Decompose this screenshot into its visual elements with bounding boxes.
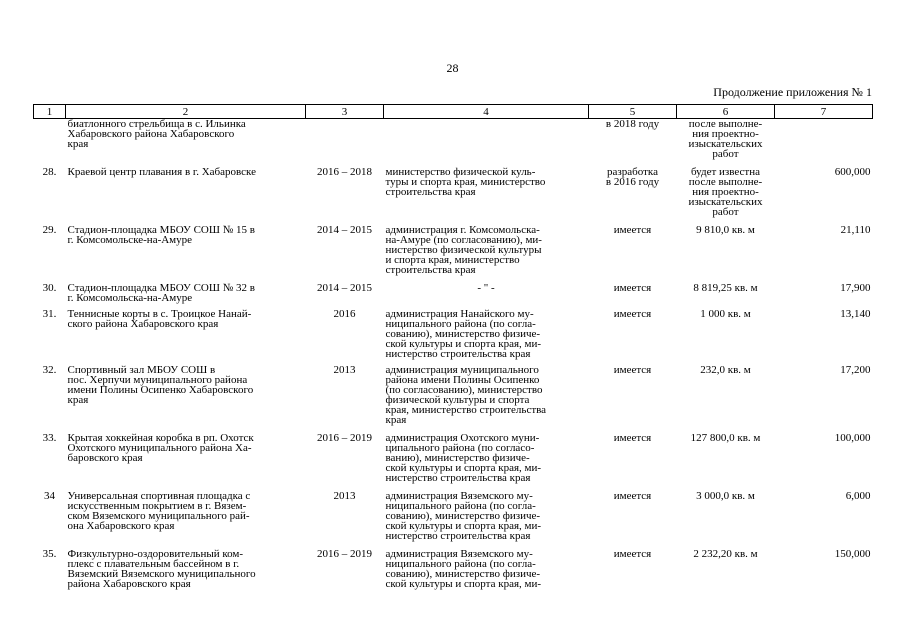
object-name: Спортивный зал МБОУ СОШ в пос. Херпучи муниципального района имени Полины Осипенко Хабаровского края xyxy=(67,364,254,406)
column-header: 5 xyxy=(589,105,677,119)
column-header: 3 xyxy=(306,105,384,119)
object-name: Универсальная спортивная площадка с искусственным покрытием в г. Вязем- ском Вяземского муниципального рай- она Хабаровского края xyxy=(67,490,251,532)
responsible-executor: администрация Вяземского му- ниципального района (по согла- сованию), министерство физиче- ской культуры и спорта края, ми- нистерство строительства края xyxy=(385,490,542,542)
table-row xyxy=(34,283,873,309)
cost-value: 6,000 xyxy=(845,490,871,502)
capacity: 9 810,0 кв. м xyxy=(696,224,755,236)
capacity: 1 000 кв. м xyxy=(700,308,751,320)
page-number: 28 xyxy=(446,61,459,75)
implementation-years: 2013 xyxy=(333,364,356,376)
implementation-years: 2016 – 2018 xyxy=(317,166,372,178)
design-status: имеется xyxy=(613,432,652,444)
header-row xyxy=(34,105,873,119)
cost-value: 17,200 xyxy=(840,364,871,376)
row-number xyxy=(34,119,66,168)
capacity: 127 800,0 кв. м xyxy=(690,432,761,444)
responsible-executor: администрация Охотского муни- ципального района (по согласо- ванию), министерство физиче- ской культуры и спорта края, ми- нистерство строительства края xyxy=(385,432,542,484)
object-name: Стадион-площадка МБОУ СОШ № 32 в г. Комсомольска-на-Амуре xyxy=(67,282,255,304)
design-status: имеется xyxy=(613,308,652,320)
implementation-years: 2016 – 2019 xyxy=(317,548,372,560)
row-number: 31. xyxy=(42,308,57,320)
cost-value: 17,900 xyxy=(840,282,871,294)
table-row xyxy=(34,167,873,225)
appendix-table xyxy=(33,104,873,589)
column-header: 1 xyxy=(34,105,66,119)
cost-value: 13,140 xyxy=(840,308,871,320)
implementation-years: 2013 xyxy=(333,490,356,502)
object-name: Теннисные корты в с. Троицкое Нанай- ского района Хабаровского края xyxy=(67,308,252,330)
column-header: 6 xyxy=(677,105,775,119)
design-status: в 2018 году xyxy=(605,118,660,130)
object-name: Краевой центр плавания в г. Хабаровске xyxy=(67,166,256,178)
table-row xyxy=(34,549,873,589)
capacity: 2 232,20 кв. м xyxy=(693,548,758,560)
implementation-years: 2014 – 2015 xyxy=(317,282,372,294)
cost-value: 21,110 xyxy=(840,224,871,236)
design-status: имеется xyxy=(613,224,652,236)
implementation-years: 2016 xyxy=(333,308,356,320)
design-status: имеется xyxy=(613,364,652,376)
capacity: после выполне- ния проектно- изыскательских работ xyxy=(688,118,763,160)
object-name: Крытая хоккейная коробка в рп. Охотск Охотского муниципального района Ха- баровского края xyxy=(67,432,254,464)
responsible-executor: - " - xyxy=(477,282,495,294)
row-number: 35. xyxy=(42,548,57,560)
implementation-years: 2016 – 2019 xyxy=(317,432,372,444)
design-status: имеется xyxy=(613,282,652,294)
object-name: Физкультурно-оздоровительный ком- плекс с плавательным бассейном в г. Вяземский Вяземского муниципального района Хабаровского края xyxy=(67,548,256,590)
row-number: 32. xyxy=(42,364,57,376)
object-name: Стадион-площадка МБОУ СОШ № 15 в г. Комсомольске-на-Амуре xyxy=(67,224,255,246)
column-header: 4 xyxy=(384,105,589,119)
responsible-executor: администрация Вяземского му- ниципального района (по согла- сованию), министерство физиче- ской культуры и спорта края, ми- xyxy=(385,548,542,590)
responsible-executor: администрация муниципального района имени Полины Осипенко (по согласованию), министерство физической культуры и спорта края, министерство строительства края xyxy=(385,364,547,426)
implementation-years xyxy=(306,119,384,168)
row-number: 29. xyxy=(42,224,57,236)
table-row xyxy=(34,365,873,433)
capacity: 232,0 кв. м xyxy=(700,364,751,376)
continuation-label: Продолжение приложения № 1 xyxy=(713,85,872,99)
responsible-executor xyxy=(384,119,589,168)
table-row xyxy=(34,433,873,491)
responsible-executor: администрация г. Комсомольска- на-Амуре (по согласованию), ми- нистерство физической культуры и спорта края, министерство строительства края xyxy=(385,224,542,276)
column-header: 7 xyxy=(775,105,873,119)
cost-value xyxy=(775,119,873,168)
row-number: 34 xyxy=(44,490,55,502)
table-row xyxy=(34,309,873,365)
row-number: 30. xyxy=(42,282,57,294)
row-number: 28. xyxy=(42,166,57,178)
row-number: 33. xyxy=(42,432,57,444)
capacity: 3 000,0 кв. м xyxy=(696,490,755,502)
capacity: 8 819,25 кв. м xyxy=(693,282,758,294)
design-status: имеется xyxy=(613,548,652,560)
table-row xyxy=(34,491,873,549)
column-header: 2 xyxy=(66,105,306,119)
capacity: будет известна после выполне- ния проектно- изыскательских работ xyxy=(688,166,763,218)
design-status: разработка в 2016 году xyxy=(605,166,660,188)
responsible-executor: министерство физической куль- туры и спорта края, министерство строительства края xyxy=(385,166,546,198)
object-name: биатлонного стрельбища в с. Ильинка Хабаровского района Хабаровского края xyxy=(67,118,246,150)
cost-value: 150,000 xyxy=(834,548,871,560)
cost-value: 600,000 xyxy=(834,166,871,178)
implementation-years: 2014 – 2015 xyxy=(317,224,372,236)
cost-value: 100,000 xyxy=(834,432,871,444)
table-row xyxy=(34,225,873,283)
table-row xyxy=(34,119,873,168)
responsible-executor: администрация Нанайского му- ниципального района (по согла- сованию), министерство физиче- ской культуры и спорта края, ми- нистерство строительства края xyxy=(385,308,542,360)
design-status: имеется xyxy=(613,490,652,502)
